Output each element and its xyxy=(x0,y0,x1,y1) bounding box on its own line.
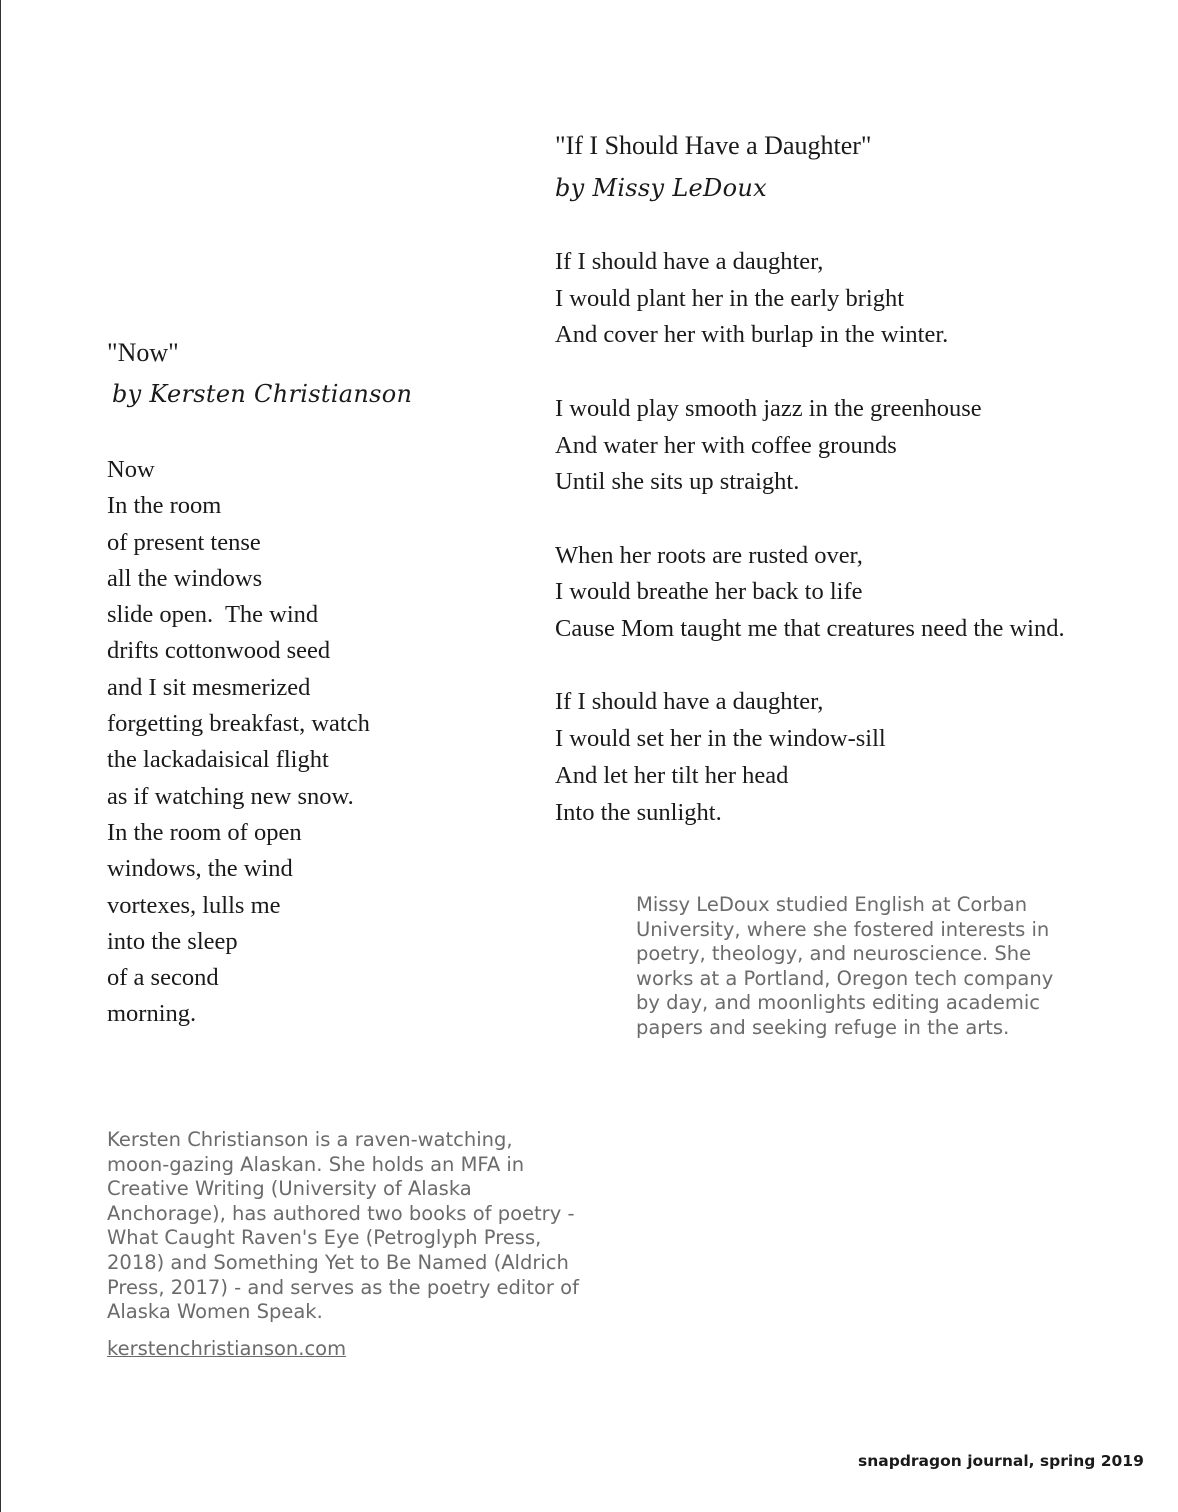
poem-line: the lackadaisical flight xyxy=(107,746,329,774)
poem-line: Into the sunlight. xyxy=(555,798,722,826)
bio-missy-ledoux xyxy=(636,893,1053,1041)
bio-line: poetry, theology, and neuroscience. She xyxy=(636,942,1032,966)
bio-line: moon-gazing Alaskan. She holds an MFA in xyxy=(107,1152,525,1176)
poem-stanza xyxy=(555,684,1065,831)
poem-line: all the windows xyxy=(107,564,263,592)
bio-line: What Caught Raven's Eye (Petroglyph Press, xyxy=(107,1226,542,1250)
journal-footer: snapdragon journal, spring 2019 xyxy=(858,1452,1144,1470)
poem-line: as if watching new snow. xyxy=(107,782,354,810)
poem-line: In the room xyxy=(107,492,222,520)
poem-line: Cause Mom taught me that creatures need the wind. xyxy=(555,615,1065,643)
poem-line: And cover her with burlap in the winter. xyxy=(555,321,949,349)
poem-right-body xyxy=(555,244,1065,831)
poem-line: If I should have a daughter, xyxy=(555,688,824,716)
poem-line: In the room of open xyxy=(107,818,302,846)
bio-line: works at a Portland, Oregon tech company xyxy=(636,966,1054,990)
bio-line: Creative Writing (University of Alaska xyxy=(107,1177,472,1201)
bio-line: Kersten Christianson is a raven-watching, xyxy=(107,1128,513,1151)
poem-line: windows, the wind xyxy=(107,855,293,883)
poem-line: Until she sits up straight. xyxy=(555,468,800,496)
poem-line: I would play smooth jazz in the greenhouse xyxy=(555,394,982,422)
bio-line: Alaska Women Speak. xyxy=(107,1300,323,1324)
poem-stanza xyxy=(555,538,1065,685)
bio-line: Anchorage), has authored two books of poetry - xyxy=(107,1201,575,1225)
poem-line: I would plant her in the early bright xyxy=(555,284,905,312)
poem-stanza xyxy=(555,391,1065,538)
poem-line: slide open. The wind xyxy=(107,601,319,629)
bio-line: Missy LeDoux studied English at Corban xyxy=(636,893,1028,916)
page-edge xyxy=(0,0,1,1512)
poem-right-title: "If I Should Have a Daughter" xyxy=(555,131,872,160)
poem-left-body xyxy=(107,452,370,1033)
bio-line: Press, 2017) - and serves as the poetry editor of xyxy=(107,1275,579,1299)
poem-line: If I should have a daughter, xyxy=(555,248,824,275)
poem-line: drifts cottonwood seed xyxy=(107,637,331,665)
stanza-break xyxy=(555,501,1065,538)
bio-line: by day, and moonlights editing academic xyxy=(636,991,1040,1015)
poem-line: morning. xyxy=(107,1000,197,1028)
bio-line: papers and seeking refuge in the arts. xyxy=(636,1015,1010,1039)
poem-line: vortexes, lulls me xyxy=(107,891,281,919)
stanza-break xyxy=(555,354,1065,391)
poem-line: And let her tilt her head xyxy=(555,761,789,789)
kersten-website-link[interactable]: kerstenchristianson.com xyxy=(107,1337,347,1360)
bio-line: University, where she fostered interests in xyxy=(636,917,1050,941)
stanza-break xyxy=(555,648,1065,685)
poem-line: into the sleep xyxy=(107,927,238,955)
poem-line: I would breathe her back to life xyxy=(555,578,863,606)
bio-kersten-christianson xyxy=(107,1128,579,1325)
poem-line: of a second xyxy=(107,964,219,992)
poem-stanza xyxy=(555,244,1065,391)
poem-left-title: "Now" xyxy=(107,338,179,367)
poem-line: of present tense xyxy=(107,528,261,556)
poem-line: When her roots are rusted over, xyxy=(555,541,863,569)
poem-left-byline: by Kersten Christianson xyxy=(112,380,413,408)
bio-line: 2018) and Something Yet to Be Named (Aldrich xyxy=(107,1250,569,1274)
poem-line: and I sit mesmerized xyxy=(107,673,311,701)
poem-right-byline: by Missy LeDoux xyxy=(555,174,767,202)
poem-line: forgetting breakfast, watch xyxy=(107,710,370,738)
poem-line: Now xyxy=(107,456,155,483)
poem-line: And water her with coffee grounds xyxy=(555,431,897,459)
poem-line: I would set her in the window-sill xyxy=(555,725,886,753)
